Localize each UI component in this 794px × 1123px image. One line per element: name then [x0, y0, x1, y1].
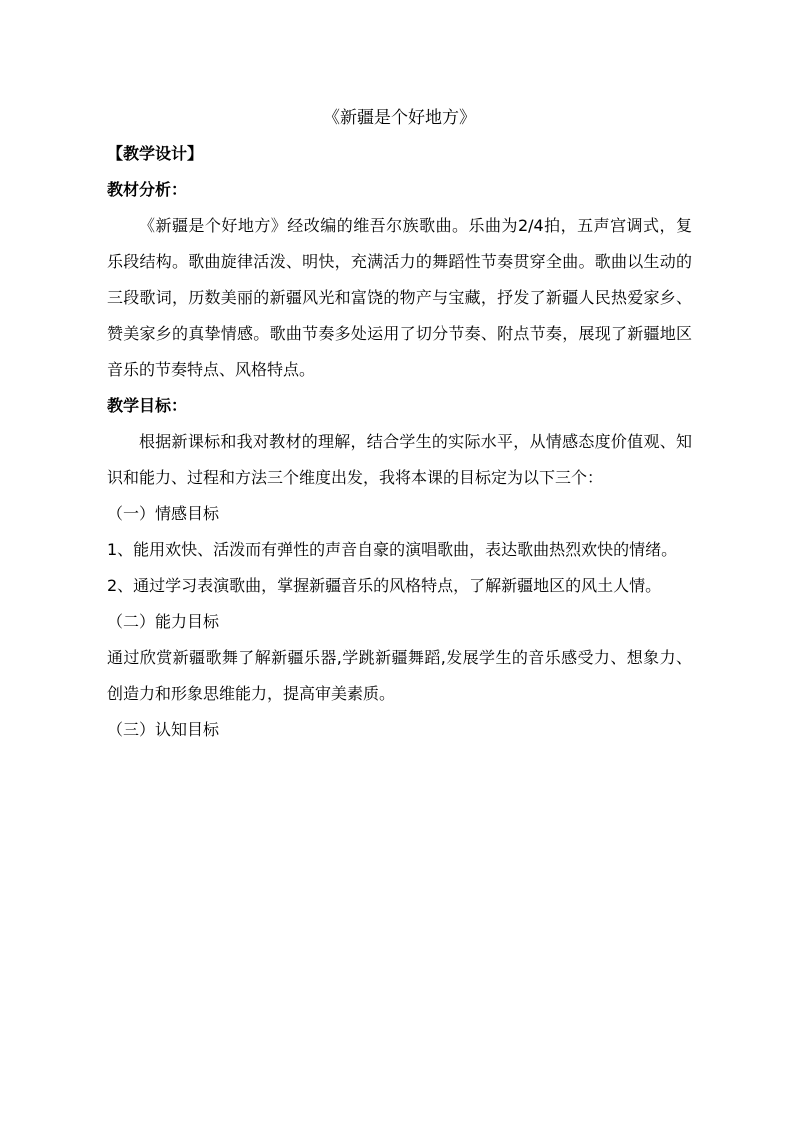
document-title: 《新疆是个好地方》	[323, 108, 476, 128]
goal2-text: 通过欣赏新疆歌舞了解新疆乐器,学跳新疆舞蹈,发展学生的音乐感受力、想象力、创造力和形象思维能力，提高审美素质。	[107, 648, 692, 703]
goal1-item-2: 2、通过学习表演歌曲，掌握新疆音乐的风格特点，了解新疆地区的风土人情。	[107, 576, 662, 595]
goal3-heading: （三）认知目标	[107, 720, 220, 739]
goal1-heading: （一）情感目标	[107, 504, 220, 523]
document-body	[107, 100, 692, 748]
section-header: 【教学设计】	[107, 144, 204, 163]
goals-heading: 教学目标：	[107, 396, 188, 415]
analysis-paragraph: 《新疆是个好地方》经改编的维吾尔族歌曲。乐曲为2/4拍，五声宫调式，复乐段结构。歌曲旋律活泼、明快，充满活力的舞蹈性节奏贯穿全曲。歌曲以生动的三段歌词，历数美丽的新疆风光和富饶的物产与宝藏，抒发了新疆人民热爱家乡、赞美家乡的真挚情感。歌曲节奏多处运用了切分节奏、附点节奏，展现了新疆地区音乐的节奏特点、风格特点。	[107, 216, 692, 379]
analysis-heading: 教材分析：	[107, 180, 188, 199]
goal2-heading: （二）能力目标	[107, 612, 220, 631]
goals-intro-paragraph: 根据新课标和我对教材的理解，结合学生的实际水平，从情感态度价值观、知识和能力、过程和方法三个维度出发，我将本课的目标定为以下三个：	[107, 432, 692, 487]
goal1-item-1: 1、能用欢快、活泼而有弹性的声音自豪的演唱歌曲，表达歌曲热烈欢快的情绪。	[107, 540, 678, 559]
